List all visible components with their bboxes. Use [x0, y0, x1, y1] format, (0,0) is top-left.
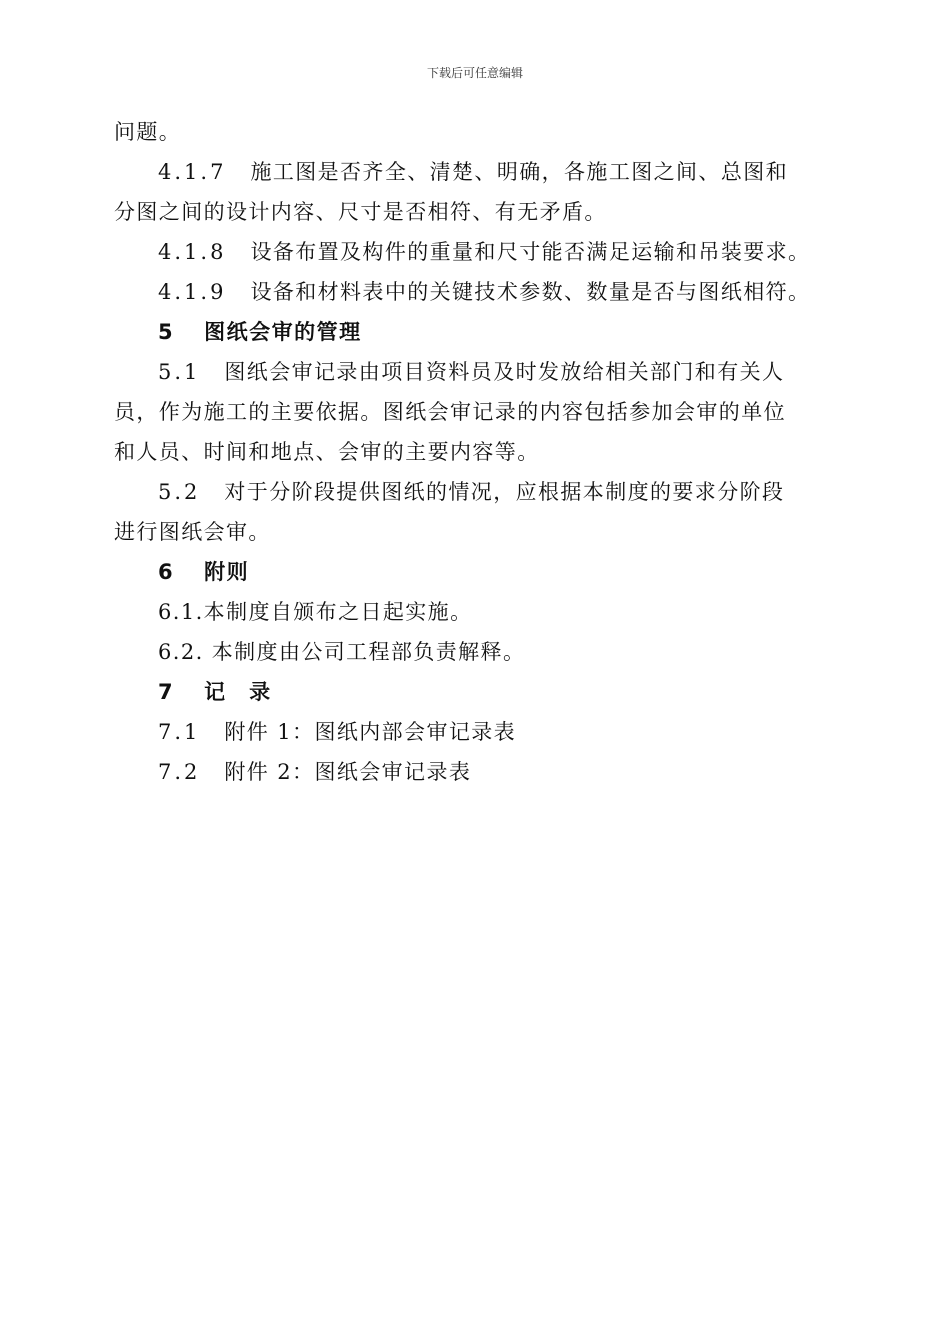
clause-number: 5.1	[158, 360, 201, 384]
clause-number: 4.1.8	[158, 240, 227, 264]
clause-number: 4.1.9	[158, 280, 227, 304]
section-number: 6	[158, 560, 175, 584]
clause-text: 设备布置及构件的重量和尺寸能否满足运输和吊装要求。	[250, 240, 811, 264]
clause-6-1: 6.1.本制度自颁布之日起实施。	[158, 600, 473, 624]
clause-text: 附件 2：图纸会审记录表	[224, 760, 472, 784]
clause-number: 5.2	[158, 480, 201, 504]
section-heading-6	[114, 552, 836, 592]
clause-5-1-cont: 员，作为施工的主要依据。图纸会审记录的内容包括参加会审的单位	[114, 400, 786, 424]
paragraph-continuation: 问题。	[114, 120, 182, 144]
clause-text: 图纸会审记录由项目资料员及时发放给相关部门和有关人	[224, 360, 785, 384]
clause-5-1-cont: 和人员、时间和地点、会审的主要内容等。	[114, 440, 540, 464]
clause-text: 设备和材料表中的关键技术参数、数量是否与图纸相符。	[250, 280, 811, 304]
clause-7-1	[114, 712, 836, 752]
clause-text: 施工图是否齐全、清楚、明确，各施工图之间、总图和	[250, 160, 789, 184]
clause-4-1-8	[114, 232, 836, 272]
section-title: 附则	[204, 560, 250, 584]
page-header: 下载后可任意编辑	[426, 66, 523, 80]
clause-5-1	[114, 352, 836, 392]
clause-5-2	[114, 472, 836, 512]
clause-number: 7.1	[158, 720, 201, 744]
section-number: 5	[158, 320, 175, 344]
clause-text: 附件 1：图纸内部会审记录表	[224, 720, 517, 744]
clause-number: 4.1.7	[158, 160, 227, 184]
clause-4-1-9	[114, 272, 836, 312]
section-title: 图纸会审的管理	[204, 320, 362, 344]
section-title: 记 录	[204, 680, 272, 704]
section-heading-7	[114, 672, 836, 712]
document-body	[114, 112, 836, 792]
clause-5-2-cont: 进行图纸会审。	[114, 520, 271, 544]
clause-6-2: 6.2. 本制度由公司工程部负责解释。	[158, 640, 526, 664]
clause-number: 7.2	[158, 760, 201, 784]
section-number: 7	[158, 680, 175, 704]
clause-text: 对于分阶段提供图纸的情况，应根据本制度的要求分阶段	[224, 480, 785, 504]
section-heading-5	[114, 312, 836, 352]
clause-4-1-7	[114, 152, 836, 192]
clause-7-2	[114, 752, 836, 792]
clause-4-1-7-cont: 分图之间的设计内容、尺寸是否相符、有无矛盾。	[114, 200, 607, 224]
